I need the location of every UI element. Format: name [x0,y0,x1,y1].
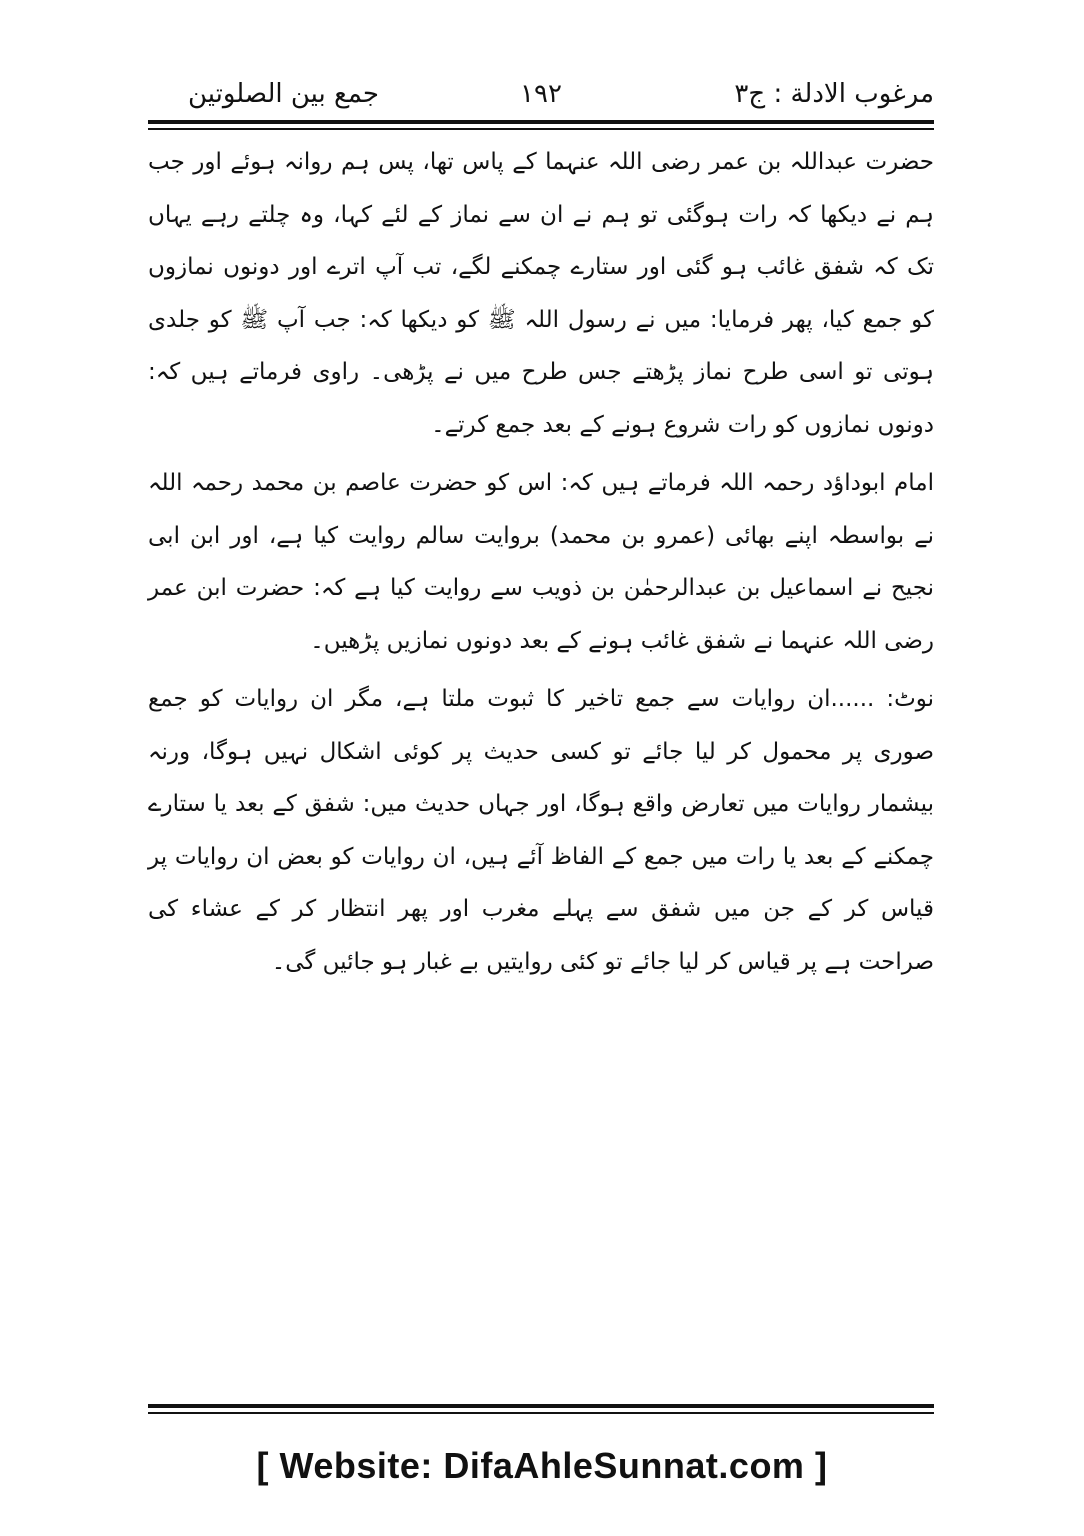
book-title: مرغوب الادلة : ج۳ [734,79,934,109]
page-header [148,70,934,118]
footer-rule-thick [148,1404,934,1408]
paragraph-hadith: حضرت عبداللہ بن عمر رضی اللہ عنہما کے پاس تھا، پس ہم روانہ ہوئے اور جب ہم نے دیکھا کہ رات ہوگئی تو ہم نے ان سے نماز کے لئے کہا، وہ چلتے رہے یہاں تک کہ شفق غائب ہو گئی اور ستارے چمکنے لگے، تب آپ اترے اور دونوں نمازوں کو جمع کیا، پھر فرمایا: میں نے رسول اللہ ﷺ کو دیکھا کہ: جب آپ ﷺ کو جلدی ہوتی تو اسی طرح نماز پڑھتے جس طرح میں نے پڑھی۔ راوی فرماتے ہیں کہ: دونوں نمازوں کو رات شروع ہونے کے بعد جمع کرتے۔ [148,149,934,438]
header-rule-thick [148,120,934,124]
website-footer: [ Website: DifaAhleSunnat.com ] [256,1445,828,1486]
footer-rule-thin [148,1412,934,1414]
header-rule-thin [148,128,934,130]
paragraph-abu-dawud: امام ابوداؤد رحمہ اللہ فرماتے ہیں کہ: اس کو حضرت عاصم بن محمد رحمہ اللہ نے بواسطہ اپنے بھائی (عمرو بن محمد) بروایت سالم روایت کیا ہے، اور ابن ابی نجیح نے اسماعیل بن عبدالرحمٰن بن ذویب سے روایت کیا ہے کہ: حضرت ابن عمر رضی اللہ عنہما نے شفق غائب ہونے کے بعد دونوں نمازیں پڑھیں۔ [148,470,934,654]
body-text [148,136,934,988]
chapter-title: جمع بین الصلوتین [188,79,379,109]
page-number: ۱۹۲ [520,79,562,109]
paragraph-note: نوٹ: ......ان روایات سے جمع تاخیر کا ثبوت ملتا ہے، مگر ان روایات کو جمع صوری پر محمول کر لیا جائے تو کسی حدیث پر کوئی اشکال نہیں ہوگا، ورنہ بیشمار روایات میں تعارض واقع ہوگا، اور جہاں حدیث میں: شفق کے بعد یا ستارے چمکنے کے بعد یا رات میں جمع کے الفاظ آئے ہیں، ان روایات کو بعض ان روایات پر قیاس کر کے جن میں شفق سے پہلے مغرب اور پھر انتظار کر کے عشاء کی صراحت ہے پر قیاس کر لیا جائے تو کئی روایتیں بے غبار ہو جائیں گی۔ [148,686,934,975]
